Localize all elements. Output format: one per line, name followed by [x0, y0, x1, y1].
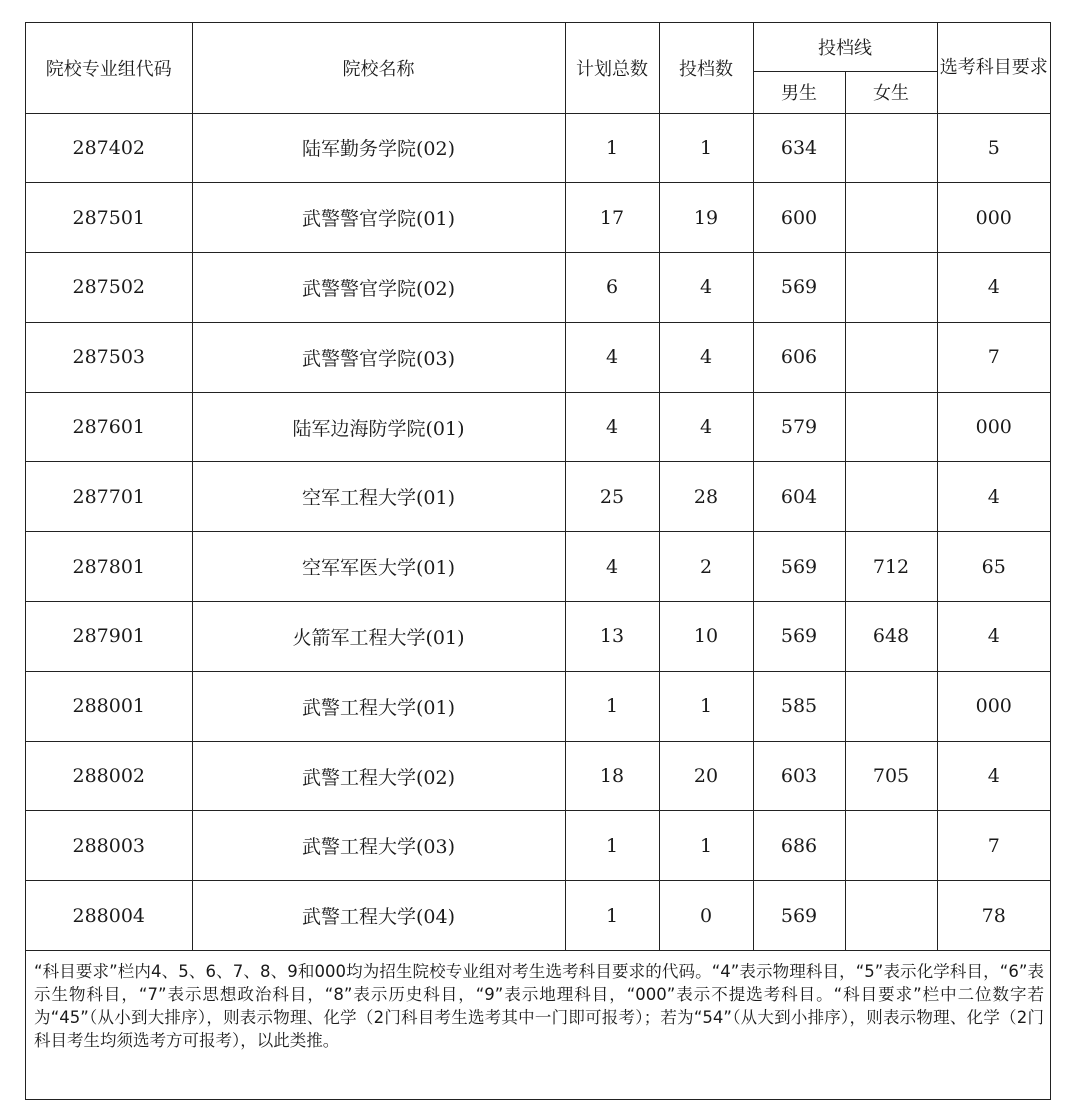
cell-code: 288004	[26, 881, 192, 951]
table-row	[26, 811, 1050, 881]
cell-male: 686	[753, 811, 845, 881]
cell-female	[845, 183, 937, 253]
header-cutoff-line: 投档线	[753, 23, 937, 71]
cell-plan: 13	[565, 602, 659, 672]
cell-code: 287503	[26, 322, 192, 392]
cell-admitted: 20	[659, 741, 753, 811]
cell-female	[845, 881, 937, 951]
cell-admitted: 1	[659, 671, 753, 741]
cell-plan: 4	[565, 532, 659, 602]
cell-school-name: 陆军勤务学院(02)	[192, 113, 565, 183]
cell-female: 705	[845, 741, 937, 811]
cell-admitted: 4	[659, 392, 753, 462]
cell-subject: 65	[937, 532, 1050, 602]
cell-school-name: 火箭军工程大学(01)	[192, 602, 565, 672]
cell-male: 600	[753, 183, 845, 253]
cell-subject: 4	[937, 253, 1050, 323]
cell-admitted: 2	[659, 532, 753, 602]
cell-male: 606	[753, 322, 845, 392]
cell-subject: 5	[937, 113, 1050, 183]
cell-plan: 1	[565, 113, 659, 183]
cell-code: 287502	[26, 253, 192, 323]
cell-female	[845, 811, 937, 881]
admission-table-sheet	[25, 22, 1051, 1100]
cell-subject: 78	[937, 881, 1050, 951]
cell-male: 579	[753, 392, 845, 462]
header-school-name: 院校名称	[192, 23, 565, 113]
header-subject-requirement: 选考科目要求	[937, 23, 1050, 113]
cell-code: 287501	[26, 183, 192, 253]
cell-male: 634	[753, 113, 845, 183]
cell-plan: 4	[565, 392, 659, 462]
cell-code: 287601	[26, 392, 192, 462]
cell-admitted: 0	[659, 881, 753, 951]
cell-subject: 4	[937, 602, 1050, 672]
cell-subject: 000	[937, 392, 1050, 462]
table-row	[26, 253, 1050, 323]
cell-male: 604	[753, 462, 845, 532]
table-row	[26, 462, 1050, 532]
cell-school-name: 空军军医大学(01)	[192, 532, 565, 602]
table-row	[26, 602, 1050, 672]
cell-plan: 6	[565, 253, 659, 323]
header-female: 女生	[845, 71, 937, 113]
cell-female	[845, 113, 937, 183]
cell-male: 603	[753, 741, 845, 811]
table-row	[26, 322, 1050, 392]
cell-subject: 7	[937, 811, 1050, 881]
cell-female	[845, 462, 937, 532]
cell-plan: 25	[565, 462, 659, 532]
cell-subject: 4	[937, 741, 1050, 811]
cell-male: 569	[753, 532, 845, 602]
cell-female	[845, 671, 937, 741]
cell-code: 288002	[26, 741, 192, 811]
table-row	[26, 113, 1050, 183]
cell-plan: 1	[565, 881, 659, 951]
cell-male: 585	[753, 671, 845, 741]
table-row	[26, 183, 1050, 253]
cell-female	[845, 392, 937, 462]
cell-school-name: 武警工程大学(01)	[192, 671, 565, 741]
cell-subject: 4	[937, 462, 1050, 532]
header-admitted-count: 投档数	[659, 23, 753, 113]
table-row	[26, 881, 1050, 951]
cell-plan: 18	[565, 741, 659, 811]
cell-admitted: 4	[659, 322, 753, 392]
table-row	[26, 741, 1050, 811]
cell-code: 287801	[26, 532, 192, 602]
header-male: 男生	[753, 71, 845, 113]
cell-school-name: 武警工程大学(02)	[192, 741, 565, 811]
cell-subject: 000	[937, 671, 1050, 741]
cell-school-name: 武警警官学院(02)	[192, 253, 565, 323]
table-body	[26, 113, 1050, 951]
cell-code: 287901	[26, 602, 192, 672]
cell-code: 288001	[26, 671, 192, 741]
cell-school-name: 武警工程大学(03)	[192, 811, 565, 881]
cell-male: 569	[753, 881, 845, 951]
cell-code: 288003	[26, 811, 192, 881]
cell-subject: 7	[937, 322, 1050, 392]
header-code: 院校专业组代码	[26, 23, 192, 113]
cell-admitted: 1	[659, 811, 753, 881]
admission-cutoff-table	[26, 23, 1050, 951]
header-plan-total: 计划总数	[565, 23, 659, 113]
table-row	[26, 532, 1050, 602]
cell-admitted: 19	[659, 183, 753, 253]
cell-code: 287402	[26, 113, 192, 183]
subject-code-footnote: “科目要求”栏内4、5、6、7、8、9和000均为招生院校专业组对考生选考科目要求的代码。“4”表示物理科目，“5”表示化学科目，“6”表示生物科目，“7”表示思想政治科目，“8”表示历史科目，“9”表示地理科目，“000”表示不提选考科目。“科目要求”栏中二位数字若为“45”（从小到大排序），则表示物理、化学（2门科目考生选考其中一门即可报考）；若为“54”（从大到小排序），则表示物理、化学（2门科目考生均须选考方可报考），以此类推。	[34, 962, 1044, 1050]
cell-plan: 4	[565, 322, 659, 392]
table-row	[26, 671, 1050, 741]
cell-female	[845, 322, 937, 392]
cell-female	[845, 253, 937, 323]
cell-school-name: 空军工程大学(01)	[192, 462, 565, 532]
cell-admitted: 4	[659, 253, 753, 323]
cell-plan: 17	[565, 183, 659, 253]
cell-male: 569	[753, 253, 845, 323]
cell-male: 569	[753, 602, 845, 672]
cell-subject: 000	[937, 183, 1050, 253]
cell-school-name: 武警警官学院(01)	[192, 183, 565, 253]
cell-code: 287701	[26, 462, 192, 532]
cell-school-name: 武警警官学院(03)	[192, 322, 565, 392]
cell-admitted: 10	[659, 602, 753, 672]
cell-female: 712	[845, 532, 937, 602]
cell-admitted: 1	[659, 113, 753, 183]
cell-plan: 1	[565, 671, 659, 741]
cell-female: 648	[845, 602, 937, 672]
cell-school-name: 武警工程大学(04)	[192, 881, 565, 951]
cell-plan: 1	[565, 811, 659, 881]
cell-school-name: 陆军边海防学院(01)	[192, 392, 565, 462]
cell-admitted: 28	[659, 462, 753, 532]
table-row	[26, 392, 1050, 462]
